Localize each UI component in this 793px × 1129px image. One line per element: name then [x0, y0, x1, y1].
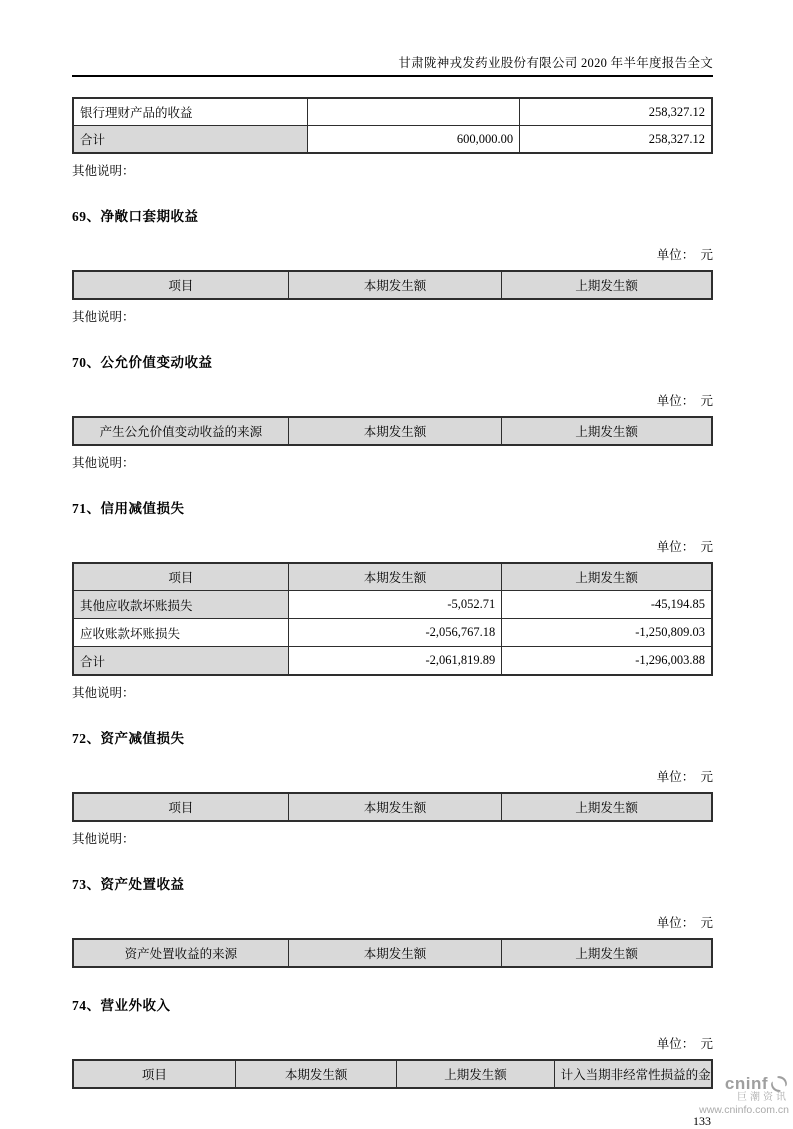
section-heading-70: 70、公允价值变动收益 [72, 355, 213, 370]
table-row [73, 619, 712, 647]
other-note: 其他说明： [72, 456, 135, 470]
cninfo-chinese-name: 巨潮资讯 [737, 1092, 789, 1103]
prior-amount-cell: -1,296,003.88 [502, 647, 712, 676]
table-header-row [73, 793, 712, 821]
prior-amount-cell: 258,327.12 [520, 126, 712, 154]
unit-label: 单位： 元 [656, 248, 713, 262]
table-header-row [73, 939, 712, 967]
other-note: 其他说明： [72, 832, 135, 846]
table-header-row [73, 1060, 712, 1088]
prior-amount-cell: -45,194.85 [502, 591, 712, 619]
section-70-table [72, 416, 713, 446]
column-header: 项目 [73, 793, 288, 821]
table-header-row [73, 563, 712, 591]
column-header: 上期发生额 [502, 563, 712, 591]
unit-label: 单位： 元 [656, 394, 713, 408]
column-header: 上期发生额 [502, 271, 712, 299]
prior-amount-cell: 258,327.12 [520, 98, 712, 126]
unit-label: 单位： 元 [656, 916, 713, 930]
page-number: 133 [693, 1114, 711, 1128]
column-header: 本期发生额 [288, 793, 501, 821]
wealth-product-income-table [72, 97, 713, 154]
unit-label: 单位： 元 [656, 540, 713, 554]
section-heading-69: 69、净敞口套期收益 [72, 209, 199, 224]
section-heading-71: 71、信用减值损失 [72, 501, 185, 516]
current-amount-cell: -5,052.71 [288, 591, 501, 619]
column-header: 本期发生额 [288, 563, 501, 591]
table-row [73, 591, 712, 619]
current-amount-cell [308, 98, 520, 126]
other-note: 其他说明： [72, 310, 135, 324]
table-header-row [73, 417, 712, 445]
swirl-icon [769, 1074, 789, 1094]
current-amount-cell: -2,056,767.18 [288, 619, 501, 647]
item-cell: 合计 [73, 647, 288, 676]
table-row-total [73, 126, 712, 154]
column-header: 项目 [73, 271, 288, 299]
section-73-table [72, 938, 713, 968]
column-header: 上期发生额 [502, 939, 712, 967]
report-header: 甘肃陇神戎发药业股份有限公司 2020 年半年度报告全文 [72, 53, 713, 77]
item-cell: 其他应收款坏账损失 [73, 591, 288, 619]
credit-impairment-table [72, 562, 713, 676]
column-header: 本期发生额 [288, 271, 501, 299]
column-header: 上期发生额 [397, 1060, 554, 1088]
cninfo-wordmark [699, 1074, 789, 1094]
column-header: 本期发生额 [288, 939, 501, 967]
cninfo-logo-text: cninf [724, 1074, 768, 1094]
item-cell: 合计 [73, 126, 308, 154]
section-heading-74: 74、营业外收入 [72, 998, 171, 1013]
page-content [72, 0, 713, 1129]
prior-amount-cell: -1,250,809.03 [502, 619, 712, 647]
unit-label: 单位： 元 [656, 1037, 713, 1051]
section-heading-73: 73、资产处置收益 [72, 877, 185, 892]
column-header: 本期发生额 [288, 417, 501, 445]
column-header: 上期发生额 [502, 417, 712, 445]
other-note: 其他说明： [72, 164, 135, 178]
table-header-row [73, 271, 712, 299]
section-69-table [72, 270, 713, 300]
current-amount-cell: -2,061,819.89 [288, 647, 501, 676]
non-operating-income-table [72, 1059, 713, 1089]
other-note: 其他说明： [72, 686, 135, 700]
current-amount-cell: 600,000.00 [308, 126, 520, 154]
column-header: 计入当期非经常性损益的金 [554, 1060, 712, 1088]
column-header: 项目 [73, 1060, 235, 1088]
column-header: 资产处置收益的来源 [73, 939, 288, 967]
cninfo-url: www.cninfo.com.cn [699, 1103, 789, 1116]
column-header: 本期发生额 [235, 1060, 397, 1088]
table-row [73, 98, 712, 126]
unit-label: 单位： 元 [656, 770, 713, 784]
column-header: 产生公允价值变动收益的来源 [73, 417, 288, 445]
table-row-total [73, 647, 712, 676]
cninfo-logo [699, 1074, 789, 1116]
column-header: 项目 [73, 563, 288, 591]
item-cell: 银行理财产品的收益 [73, 98, 308, 126]
section-heading-72: 72、资产减值损失 [72, 731, 185, 746]
item-cell: 应收账款坏账损失 [73, 619, 288, 647]
column-header: 上期发生额 [502, 793, 712, 821]
section-72-table [72, 792, 713, 822]
